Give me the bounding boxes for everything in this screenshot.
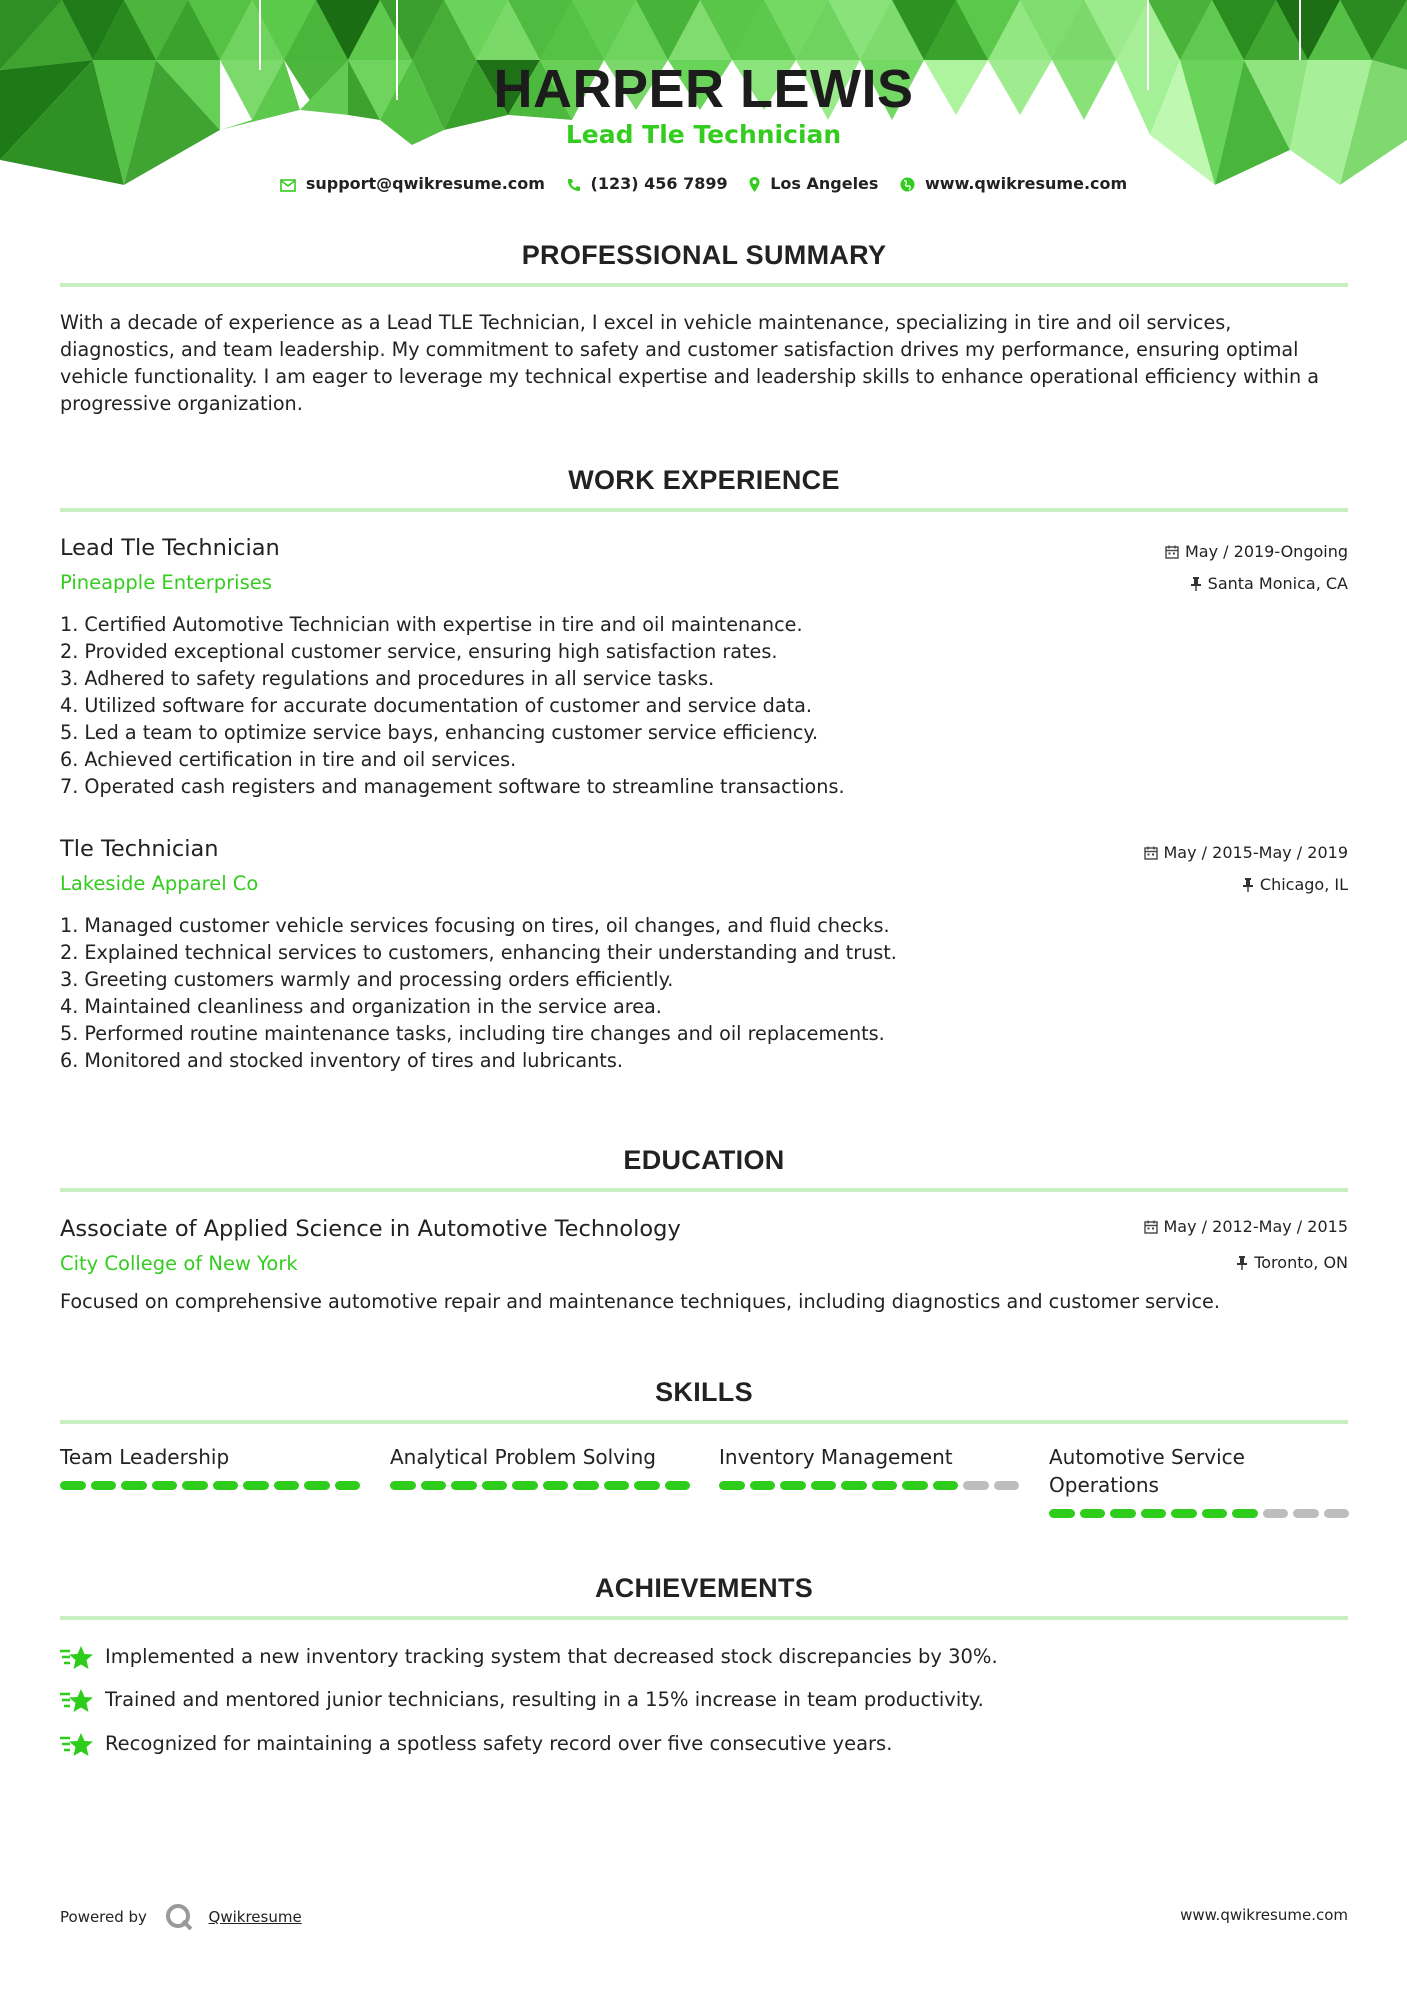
skill-segment-filled [719, 1481, 745, 1490]
section-divider [60, 1188, 1348, 1192]
skill-segment-filled [841, 1481, 867, 1490]
job-bullet: 6. Monitored and stocked inventory of tires and lubricants. [60, 1049, 623, 1072]
education-location-text: Toronto, ON [1254, 1253, 1348, 1272]
skill-segment-filled [1141, 1509, 1167, 1518]
star-icon [60, 1688, 94, 1714]
achievement-item [60, 1686, 1348, 1716]
star-icon [60, 1732, 94, 1758]
skill-segment-filled [390, 1481, 416, 1490]
job-bullet: 2. Explained technical services to customers, enhancing their understanding and trust. [60, 941, 897, 964]
skill-segment-filled [512, 1481, 538, 1490]
globe-icon [900, 177, 915, 192]
skill-segment-filled [152, 1481, 178, 1490]
skill-segment-filled [780, 1481, 806, 1490]
envelope-icon [280, 179, 296, 192]
section-title-achievements: ACHIEVEMENTS [594, 1573, 814, 1603]
skill-segment-filled [902, 1481, 928, 1490]
section-title-summary: PROFESSIONAL SUMMARY [521, 240, 887, 270]
education-location [1236, 1252, 1348, 1274]
job-bullet: 6. Achieved certification in tire and oil services. [60, 748, 517, 771]
education-school: City College of New York [60, 1252, 298, 1275]
job-location-text: Santa Monica, CA [1207, 574, 1348, 593]
skill-item [60, 1443, 360, 1490]
skill-segment-filled [665, 1481, 691, 1490]
skill-name: Inventory Management [719, 1445, 953, 1469]
skill-segment-empty [994, 1481, 1020, 1490]
education-dates-text: May / 2012-May / 2015 [1163, 1217, 1348, 1236]
footer-powered-by [60, 1902, 302, 1932]
summary-text: With a decade of experience as a Lead TLE Technician, I excel in vehicle maintenance, specializing in tire and oil services, diagnostics, and team leadership. My commitment to safety and customer satisfaction drives my performance, ensuring optimal vehicle functionality. I am eager to leverage my technical expertise and leadership skills to enhance operational efficiency within a progressive organization. [60, 311, 1320, 415]
calendar-icon [1165, 545, 1179, 559]
candidate-title: Lead Tle Technician [565, 120, 842, 149]
job-bullet: 1. Managed customer vehicle services focusing on tires, oil changes, and fluid checks. [60, 914, 890, 937]
education-description: Focused on comprehensive automotive repair and maintenance techniques, including diagnostics and customer service. [60, 1290, 1220, 1313]
skill-segment-filled [274, 1481, 300, 1490]
job-bullet: 3. Greeting customers warmly and processing orders efficiently. [60, 968, 674, 991]
contact-location [749, 172, 878, 196]
job-entry [60, 533, 1348, 808]
job-company: Lakeside Apparel Co [60, 872, 259, 895]
contact-website[interactable] [900, 172, 1127, 196]
skill-segment-empty [963, 1481, 989, 1490]
job-bullet: 5. Performed routine maintenance tasks, including tire changes and oil replacements. [60, 1022, 885, 1045]
qwikresume-logo-icon [164, 1902, 194, 1932]
job-bullet: 3. Adhered to safety regulations and procedures in all service tasks. [60, 667, 715, 690]
job-entry [60, 834, 1348, 1084]
skill-name: Team Leadership [60, 1445, 230, 1469]
job-location [1190, 573, 1348, 595]
skill-segment-filled [811, 1481, 837, 1490]
contact-email[interactable] [280, 172, 545, 196]
skill-segment-filled [750, 1481, 776, 1490]
contact-bar [0, 172, 1407, 196]
skill-segment-empty [1263, 1509, 1289, 1518]
powered-by-label: Powered by [60, 1908, 147, 1926]
job-bullet: 1. Certified Automotive Technician with expertise in tire and oil maintenance. [60, 613, 803, 636]
calendar-icon [1144, 846, 1158, 860]
skill-segment-filled [872, 1481, 898, 1490]
contact-location-text: Los Angeles [770, 174, 879, 193]
job-dates-text: May / 2019-Ongoing [1185, 542, 1348, 561]
pushpin-icon [1236, 1256, 1248, 1270]
section-divider [60, 1616, 1348, 1620]
section-divider [60, 1420, 1348, 1424]
candidate-name: HARPER LEWIS [493, 59, 914, 119]
skill-segment-filled [1171, 1509, 1197, 1518]
job-location [1242, 874, 1348, 896]
phone-icon [567, 178, 581, 192]
achievement-item [60, 1730, 1348, 1760]
star-icon [60, 1645, 94, 1671]
skill-segment-filled [1080, 1509, 1106, 1518]
achievement-text: Implemented a new inventory tracking system that decreased stock discrepancies by 30%. [105, 1645, 998, 1668]
job-bullets [60, 912, 897, 1074]
footer-url[interactable]: www.qwikresume.com [1180, 1906, 1348, 1924]
skill-segment-filled [1110, 1509, 1136, 1518]
skill-item [719, 1443, 1019, 1490]
section-divider [60, 283, 1348, 287]
job-dates [1144, 842, 1349, 864]
skill-segment-filled [1202, 1509, 1228, 1518]
skill-segment-filled [543, 1481, 569, 1490]
skill-segment-filled [451, 1481, 477, 1490]
pushpin-icon [1242, 878, 1254, 892]
job-company: Pineapple Enterprises [60, 571, 272, 594]
contact-phone-text: (123) 456 7899 [590, 174, 728, 193]
skill-segment-filled [213, 1481, 239, 1490]
skill-level-bar [719, 1481, 1019, 1490]
achievement-text: Recognized for maintaining a spotless safety record over five consecutive years. [105, 1732, 893, 1755]
skill-item [1049, 1443, 1349, 1518]
map-marker-icon [749, 177, 760, 192]
job-bullet: 5. Led a team to optimize service bays, enhancing customer service efficiency. [60, 721, 819, 744]
achievement-text: Trained and mentored junior technicians, resulting in a 15% increase in team productivity. [105, 1688, 984, 1711]
job-dates [1165, 541, 1348, 563]
pushpin-icon [1190, 577, 1202, 591]
skill-segment-empty [1293, 1509, 1319, 1518]
skill-segment-filled [91, 1481, 117, 1490]
section-title-skills: SKILLS [655, 1377, 753, 1407]
skill-segment-filled [335, 1481, 361, 1490]
qwikresume-link[interactable]: Qwikresume [208, 1908, 302, 1926]
skill-segment-filled [60, 1481, 86, 1490]
education-dates [1144, 1216, 1349, 1238]
section-title-experience: WORK EXPERIENCE [568, 465, 840, 495]
skill-segment-filled [121, 1481, 147, 1490]
job-bullet: 4. Utilized software for accurate documentation of customer and service data. [60, 694, 813, 717]
job-bullet: 7. Operated cash registers and management software to streamline transactions. [60, 775, 845, 798]
skill-segment-filled [634, 1481, 660, 1490]
job-role: Lead Tle Technician [60, 535, 280, 561]
achievement-item [60, 1643, 1348, 1673]
section-title-education: EDUCATION [623, 1145, 785, 1175]
skill-segment-filled [304, 1481, 330, 1490]
skill-segment-filled [243, 1481, 269, 1490]
job-bullet: 4. Maintained cleanliness and organization in the service area. [60, 995, 662, 1018]
section-divider [60, 508, 1348, 512]
job-location-text: Chicago, IL [1259, 875, 1348, 894]
job-bullets [60, 611, 845, 800]
skill-segment-filled [573, 1481, 599, 1490]
skill-segment-filled [1049, 1509, 1075, 1518]
job-dates-text: May / 2015-May / 2019 [1163, 843, 1348, 862]
skill-level-bar [60, 1481, 360, 1490]
contact-website-text: www.qwikresume.com [925, 174, 1128, 193]
skill-segment-filled [482, 1481, 508, 1490]
skill-name: Automotive Service Operations [1049, 1445, 1245, 1497]
skill-segment-filled [182, 1481, 208, 1490]
job-bullet: 2. Provided exceptional customer service, ensuring high satisfaction rates. [60, 640, 778, 663]
job-role: Tle Technician [60, 836, 219, 862]
skill-item [390, 1443, 690, 1490]
education-entry [60, 1214, 1348, 1294]
contact-phone[interactable] [567, 172, 728, 196]
skill-segment-filled [1232, 1509, 1258, 1518]
skill-segment-filled [933, 1481, 959, 1490]
skill-level-bar [390, 1481, 690, 1490]
skill-segment-empty [1324, 1509, 1350, 1518]
calendar-icon [1144, 1220, 1158, 1234]
skill-segment-filled [604, 1481, 630, 1490]
skill-level-bar [1049, 1509, 1349, 1518]
skill-segment-filled [421, 1481, 447, 1490]
education-degree: Associate of Applied Science in Automotive Technology [60, 1216, 681, 1242]
contact-email-text: support@qwikresume.com [305, 174, 545, 193]
skill-name: Analytical Problem Solving [390, 1445, 656, 1469]
